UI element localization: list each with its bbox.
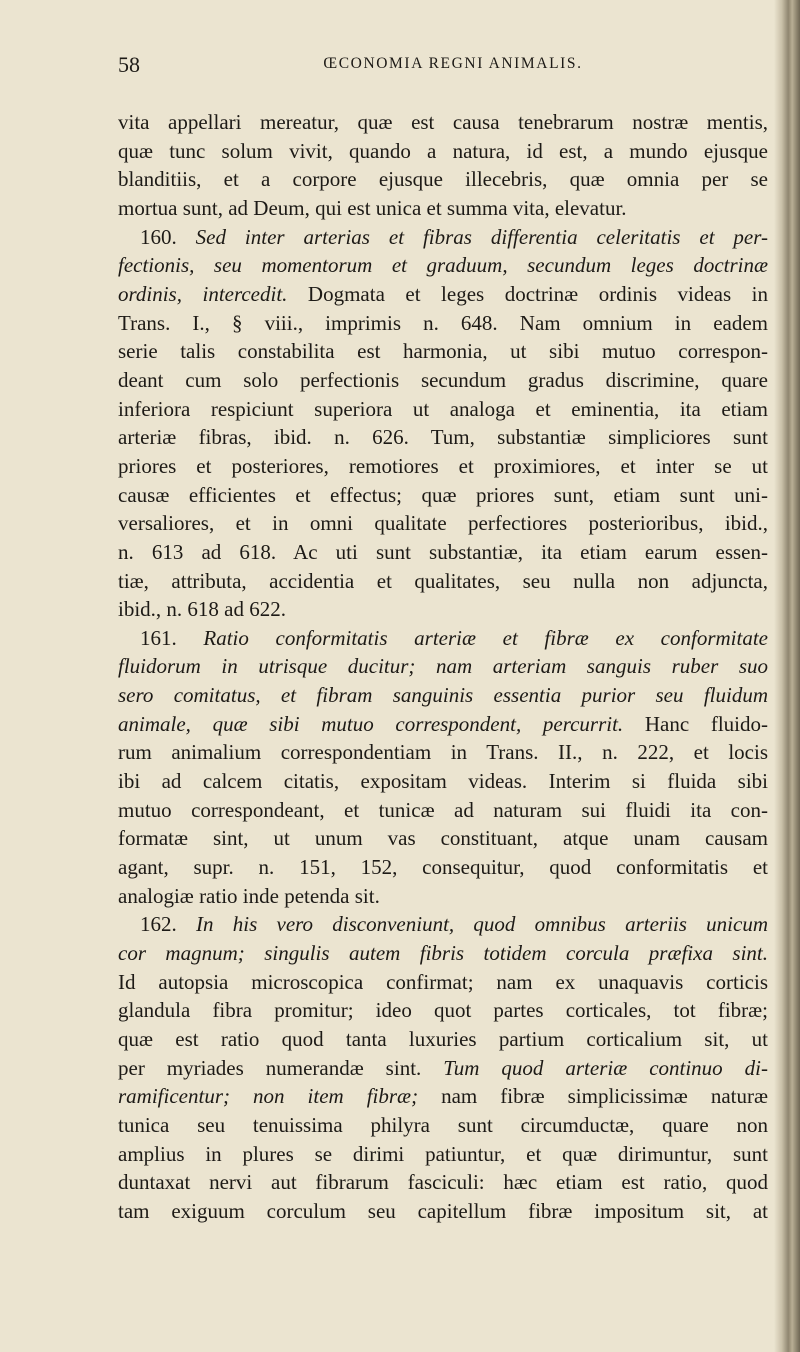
roman-text: analogiæ ratio inde petenda sit. [118,883,380,908]
text-line [118,1054,768,1083]
roman-text: 161. [140,625,204,650]
paragraph [118,624,768,911]
page-curl-shadow [774,0,800,1352]
italic-text: Ratio conformitatis arteriæ et fibræ ex conformitate [203,625,768,650]
italic-text: animale, quæ sibi mutuo correspondent, percurrit. [118,711,624,736]
text-line [118,223,768,252]
paragraph [118,223,768,624]
italic-text: Tum quod arteriæ continuo di- [443,1055,768,1080]
text-line [118,423,768,452]
text-line [118,1111,768,1140]
text-line [118,280,768,309]
text-line [118,595,768,624]
roman-text: priores et posteriores, remotiores et proximiores, et inter se ut [118,453,768,478]
text-line [118,968,768,997]
text-line [118,996,768,1025]
roman-text: arteriæ fibras, ibid. n. 626. Tum, substantiæ simpliciores sunt [118,425,768,450]
text-line [118,652,768,681]
text-line [118,251,768,280]
page-number: 58 [118,52,140,77]
text-line [118,309,768,338]
running-title: ŒCONOMIA REGNI ANIMALIS. [323,55,583,72]
text-line [118,681,768,710]
roman-text: n. 613 ad 618. Ac uti sunt substantiæ, ita etiam earum essen- [118,539,768,564]
roman-text: nam fibræ simplicissimæ naturæ [418,1084,768,1109]
text-line [118,395,768,424]
text-line [118,882,768,911]
roman-text: 160. [140,224,196,249]
roman-text: vita appellari mereatur, quæ est causa tenebrarum nostræ mentis, [118,110,768,134]
roman-text: causæ efficientes et effectus; quæ priores sunt, etiam sunt uni- [118,482,768,507]
paragraph [118,910,768,1225]
text-line [118,939,768,968]
text-line [118,509,768,538]
text-line [118,165,768,194]
roman-text: inferiora respiciunt superiora ut analoga et eminentia, ita etiam [118,396,768,421]
roman-text: mutuo correspondeant, et tunicæ ad naturam sui fluidi ita con- [118,797,768,822]
text-line [118,1140,768,1169]
body-text [118,108,768,1226]
text-line [118,853,768,882]
text-line [118,567,768,596]
italic-text: Sed inter arterias et fibras differentia celeritatis et per- [195,224,769,249]
text-line [118,137,768,166]
roman-text: blanditiis, et a corpore ejusque illecebris, quæ omnia per se [118,167,768,192]
roman-text: per myriades numerandæ sint. [118,1055,444,1080]
italic-text: ramificentur; non item fibræ; [118,1084,419,1109]
italic-text: ordinis, intercedit. [118,281,288,306]
italic-text: sero comitatus, et fibram sanguinis essentia purior seu fluidum [118,683,768,708]
roman-text: agant, supr. n. 151, 152, consequitur, quod conformitatis et [118,855,768,880]
roman-text: amplius in plures se dirimi patiuntur, et quæ dirimuntur, sunt [118,1141,768,1166]
roman-text: Trans. I., § viii., imprimis n. 648. Nam omnium in eadem [118,310,768,335]
italic-text: fluidorum in utrisque ducitur; nam arteriam sanguis ruber suo [118,654,768,679]
roman-text: quæ tunc solum vivit, quando a natura, id est, a mundo ejusque [118,138,768,163]
roman-text: glandula fibra promitur; ideo quot partes corticales, tot fibræ; [118,998,768,1023]
roman-text: Dogmata et leges doctrinæ ordinis videas in [287,281,768,306]
paragraph [118,108,768,223]
roman-text: ibid., n. 618 ad 622. [118,597,286,622]
text-line [118,1168,768,1197]
text-line [118,194,768,223]
roman-text: deant cum solo perfectionis secundum gradus discrimine, quare [118,367,768,392]
italic-text: fectionis, seu momentorum et graduum, secundum leges doctrinæ [118,253,768,278]
roman-text: mortua sunt, ad Deum, qui est unica et summa vita, elevatur. [118,195,627,220]
text-line [118,910,768,939]
roman-text: tunica seu tenuissima philyra sunt circumductæ, quare non [118,1112,768,1137]
text-line [118,1197,768,1226]
text-line [118,624,768,653]
text-line [118,452,768,481]
roman-text: rum animalium correspondentiam in Trans. II., n. 222, et locis [118,740,768,765]
text-line [118,738,768,767]
text-line [118,1025,768,1054]
text-line [118,796,768,825]
roman-text: formatæ sint, ut unum vas constituant, atque unam causam [118,826,768,851]
text-line [118,767,768,796]
roman-text: Id autopsia microscopica confirmat; nam ex unaquavis corticis [118,969,768,994]
text-line [118,108,768,137]
italic-text: In his vero disconveniunt, quod omnibus arteriis unicum [196,912,768,937]
roman-text: ibi ad calcem citatis, expositam videas. Interim si fluida sibi [118,769,768,794]
text-line [118,538,768,567]
roman-text: versaliores, et in omni qualitate perfectiores posterioribus, ibid., [118,511,768,536]
text-line [118,481,768,510]
roman-text: duntaxat nervi aut fibrarum fasciculi: hæc etiam est ratio, quod [118,1170,768,1195]
page-header [118,52,768,82]
roman-text: tiæ, attributa, accidentia et qualitates, seu nulla non adjuncta, [118,568,768,593]
text-line [118,824,768,853]
text-line [118,1082,768,1111]
text-line [118,366,768,395]
roman-text: quæ est ratio quod tanta luxuries partium corticalium sit, ut [118,1027,768,1051]
text-line [118,710,768,739]
roman-text: tam exiguum corculum seu capitellum fibræ impositum sit, at [118,1198,768,1223]
roman-text: Hanc fluido- [623,711,768,736]
italic-text: cor magnum; singulis autem fibris totidem corcula præfixa sint. [118,941,768,966]
roman-text: 162. [140,912,196,937]
text-line [118,337,768,366]
roman-text: serie talis constabilita est harmonia, ut sibi mutuo correspon- [118,339,768,364]
